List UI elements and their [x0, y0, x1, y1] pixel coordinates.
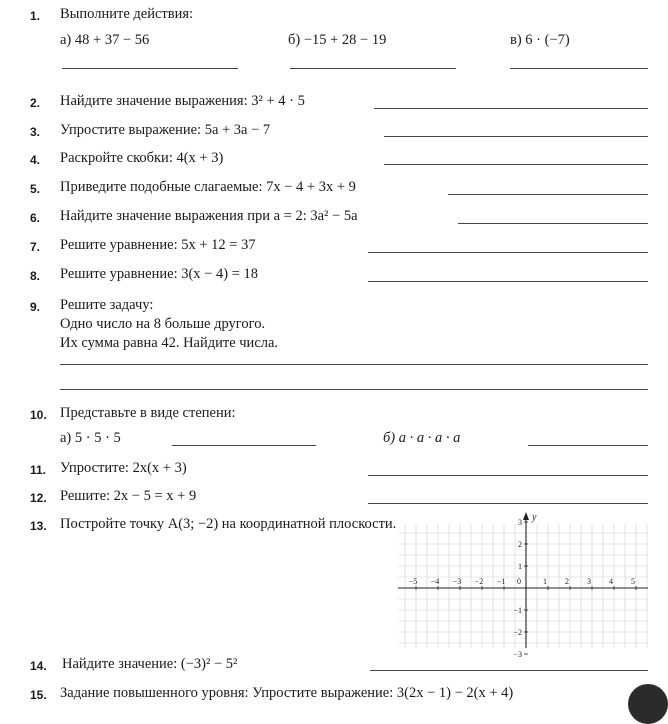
coordinate-grid-svg	[398, 510, 648, 659]
task-number: 3.	[30, 125, 41, 139]
answer-line[interactable]	[60, 364, 648, 365]
answer-line[interactable]	[62, 68, 238, 69]
task-text: Задание повышенного уровня: Упростите выражение: 3(2x − 1) − 2(x + 4)	[60, 685, 514, 701]
grid-lines	[398, 524, 648, 648]
tick-labels	[409, 512, 635, 659]
x-tick-label: 2	[565, 577, 569, 586]
task-number: 2.	[30, 96, 41, 110]
task-text: Представьте в виде степени:	[60, 405, 236, 421]
x-tick-label: 3	[587, 577, 591, 586]
answer-line[interactable]	[172, 445, 316, 446]
y-axis-label: y	[532, 512, 537, 523]
y-tick-label: −1	[513, 606, 522, 615]
task-number: 14.	[30, 659, 47, 673]
task-number: 8.	[30, 269, 41, 283]
task-number: 10.	[30, 408, 47, 422]
y-tick-label: 2	[518, 540, 522, 549]
task-text: Упростите выражение: 5a + 3a − 7	[60, 122, 271, 138]
x-tick-label: −2	[474, 577, 484, 586]
task-text: Упростите: 2x(x + 3)	[60, 460, 187, 476]
answer-line[interactable]	[510, 68, 648, 69]
task-number: 11.	[30, 463, 47, 477]
task-text: Приведите подобные слагаемые: 7x − 4 + 3x + 9	[60, 179, 356, 195]
answer-line[interactable]	[368, 475, 648, 476]
task-text: Найдите значение выражения: 3² + 4 · 5	[60, 93, 305, 109]
answer-line[interactable]	[374, 108, 648, 109]
task-part: в) 6 · (−7)	[510, 32, 570, 48]
x-tick-label: −1	[496, 577, 506, 586]
y-tick-label: −3	[513, 650, 522, 659]
task-number: 4.	[30, 153, 41, 167]
task-number: 6.	[30, 211, 41, 225]
x-tick-label: 4	[609, 577, 613, 586]
task-number: 13.	[30, 519, 47, 533]
task-part: а) 48 + 37 − 56	[60, 32, 150, 48]
task-text: Найдите значение выражения при a = 2: 3a² − 5a	[60, 208, 358, 224]
task-text: Решите задачу:	[60, 297, 154, 313]
task-text-line: Их сумма равна 42. Найдите числа.	[60, 335, 279, 351]
answer-line[interactable]	[368, 281, 648, 282]
x-tick-label: −5	[408, 577, 418, 586]
task-number: 5.	[30, 182, 41, 196]
answer-line[interactable]	[448, 194, 648, 195]
task-text: Выполните действия:	[60, 6, 194, 22]
task-number: 7.	[30, 240, 41, 254]
answer-line[interactable]	[458, 223, 648, 224]
y-tick-label: 1	[518, 562, 522, 571]
task-text: Постройте точку A(3; −2) на координатной плоскости.	[60, 516, 397, 532]
task-text-line: Одно число на 8 больше другого.	[60, 316, 266, 332]
task-number: 1.	[30, 9, 41, 23]
answer-line[interactable]	[384, 164, 648, 165]
x-tick-label: 5	[631, 577, 635, 586]
x-tick-label: 0	[517, 577, 521, 586]
answer-line[interactable]	[368, 503, 648, 504]
task-part: б) −15 + 28 − 19	[288, 32, 387, 48]
task-part: а) 5 · 5 · 5	[60, 430, 121, 446]
x-tick-label: −4	[430, 577, 440, 586]
answer-line[interactable]	[368, 252, 648, 253]
task-number: 9.	[30, 300, 41, 314]
answer-line[interactable]	[384, 136, 648, 137]
task-number: 12.	[30, 491, 47, 505]
x-tick-label: 1	[543, 577, 547, 586]
task-text: Найдите значение: (−3)² − 5²	[62, 656, 238, 672]
coordinate-grid[interactable]	[398, 510, 648, 659]
task-text: Решите уравнение: 5x + 12 = 37	[60, 237, 256, 253]
y-axis-arrow-icon	[523, 512, 529, 520]
answer-line[interactable]	[528, 445, 648, 446]
y-tick-label: 3	[518, 518, 522, 527]
task-number: 15.	[30, 688, 47, 702]
answer-line[interactable]	[60, 389, 648, 390]
x-tick-label: −3	[452, 577, 462, 586]
answer-line[interactable]	[290, 68, 456, 69]
task-text: Раскройте скобки: 4(x + 3)	[60, 150, 224, 166]
page-corner-shadow	[628, 684, 668, 724]
answer-line[interactable]	[370, 670, 648, 671]
y-tick-label: −2	[513, 628, 522, 637]
task-part: б) a · a · a · a	[383, 430, 461, 446]
task-text: Решите уравнение: 3(x − 4) = 18	[60, 266, 258, 282]
task-text: Решите: 2x − 5 = x + 9	[60, 488, 197, 504]
